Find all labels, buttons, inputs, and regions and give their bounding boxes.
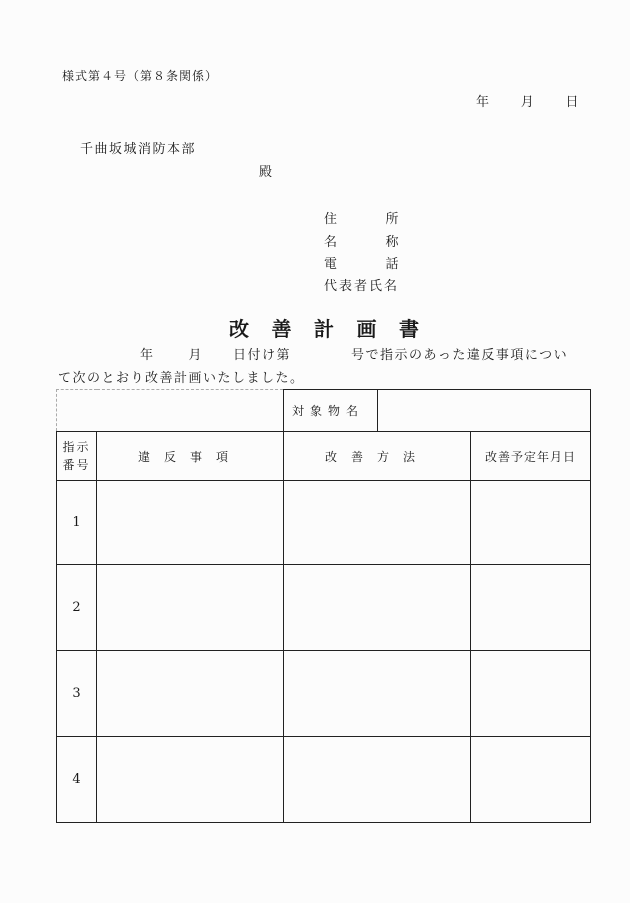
date-year-label: 年 — [476, 95, 491, 110]
violation-field[interactable] — [97, 481, 284, 565]
index-header-line-1: 指示 — [62, 440, 91, 454]
title-char: 善 — [271, 317, 292, 341]
target-object-label: 対象物名 — [284, 390, 378, 432]
body-month: 月 — [188, 348, 204, 363]
violation-field[interactable] — [97, 651, 284, 737]
title-char: 計 — [314, 317, 334, 341]
planned-date-header: 改善予定年月日 — [471, 432, 591, 481]
method-field[interactable] — [284, 737, 471, 823]
violation-header: 違反事項 — [97, 432, 284, 481]
row-number: 4 — [57, 737, 97, 823]
applicant-phone-label — [324, 253, 400, 272]
body-line-2: て次のとおり改善計画いたしました。 — [58, 371, 305, 386]
method-field[interactable] — [284, 481, 471, 565]
index-header — [57, 432, 97, 481]
title-char: 改 — [229, 317, 249, 341]
planned-date-field[interactable] — [471, 651, 591, 737]
method-field[interactable] — [284, 651, 471, 737]
honorific: 殿 — [259, 165, 274, 180]
blank-cell — [57, 390, 284, 432]
applicant-address-label — [324, 208, 400, 227]
method-field[interactable] — [284, 565, 471, 651]
submission-date — [476, 91, 580, 110]
violation-field[interactable] — [97, 737, 284, 823]
name-char-2: 称 — [385, 235, 400, 250]
address-char-1: 住 — [324, 212, 339, 227]
table-row — [57, 481, 591, 565]
table-row — [57, 565, 591, 651]
violation-field[interactable] — [97, 565, 284, 651]
body-line-1 — [58, 344, 588, 363]
date-month-label: 月 — [520, 95, 536, 110]
phone-char-2: 話 — [385, 257, 400, 272]
table-row — [57, 737, 591, 823]
planned-date-field[interactable] — [471, 737, 591, 823]
name-char-1: 名 — [324, 235, 339, 250]
phone-char-1: 電 — [324, 257, 339, 272]
title-char: 書 — [399, 317, 419, 341]
table-row — [57, 651, 591, 737]
row-number: 2 — [57, 565, 97, 651]
applicant-representative-label: 代表者氏名 — [324, 279, 400, 294]
applicant-name-label — [324, 231, 400, 250]
planned-date-field[interactable] — [471, 481, 591, 565]
target-object-field[interactable] — [378, 390, 591, 432]
recipient-name: 千曲坂城消防本部 — [80, 142, 197, 157]
row-number: 1 — [57, 481, 97, 565]
method-header: 改善方法 — [284, 432, 471, 481]
row-number: 3 — [57, 651, 97, 737]
form-number: 様式第４号（第８条関係） — [62, 69, 219, 83]
body-day-prefix: 日付け第 — [233, 348, 292, 363]
date-day-label: 日 — [565, 95, 580, 110]
index-header-line-2: 番号 — [62, 458, 91, 472]
document-title — [229, 313, 419, 342]
address-char-2: 所 — [385, 212, 400, 227]
body-year: 年 — [140, 348, 155, 363]
planned-date-field[interactable] — [471, 565, 591, 651]
improvement-plan-table — [56, 389, 591, 823]
title-char: 画 — [356, 317, 377, 341]
body-rest: 号で指示のあった違反事項につい — [351, 348, 569, 363]
